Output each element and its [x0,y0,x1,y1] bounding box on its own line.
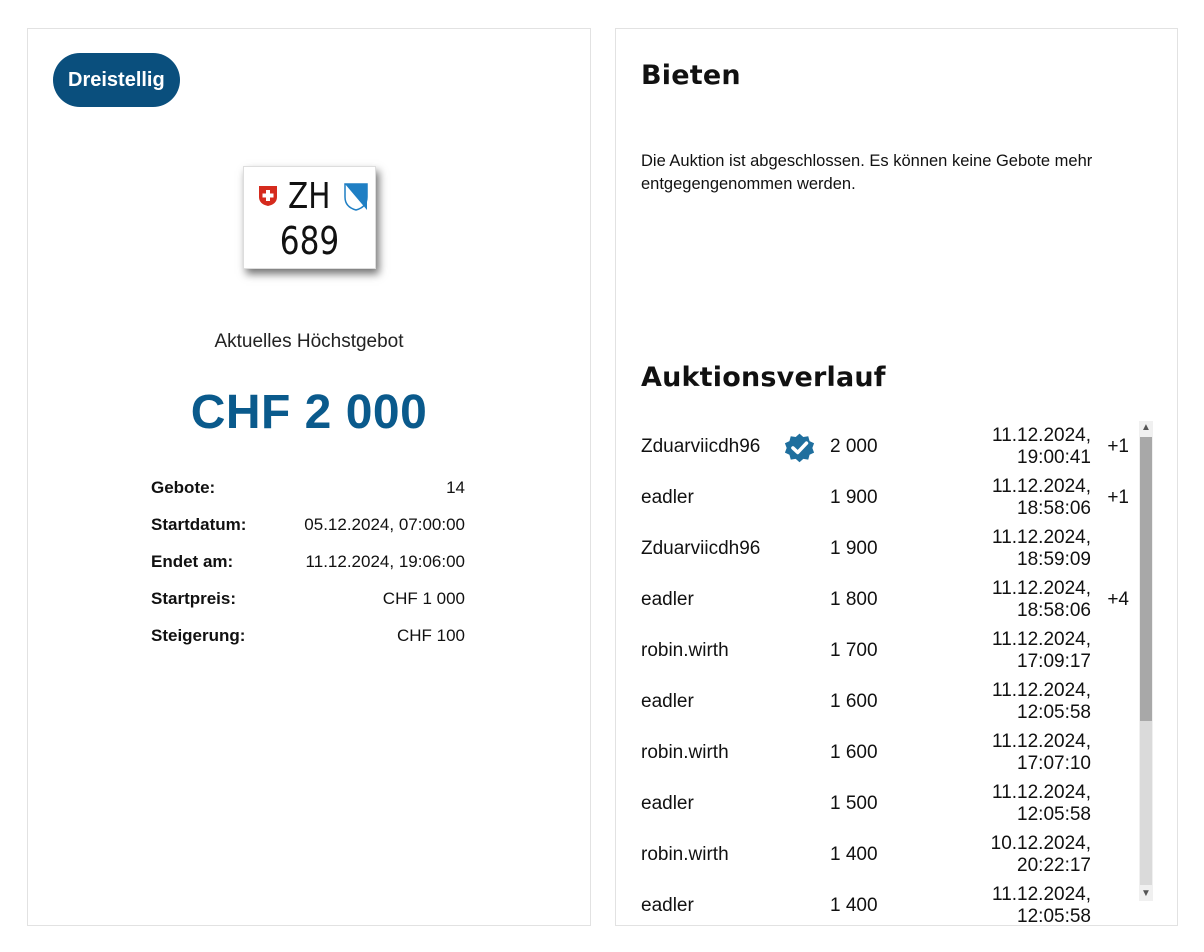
scroll-down-icon[interactable]: ▼ [1141,888,1151,899]
history-row [641,523,1135,574]
bid-time: 19:00:41 [1017,447,1091,468]
history-row [641,574,1135,625]
extra-bids-count[interactable]: +4 [1107,589,1129,610]
bid-date: 11.12.2024, [992,731,1091,752]
bidder-name: eadler [641,691,694,712]
info-row-start-date [151,513,465,550]
plate-top-row [244,175,375,219]
bidder-name: robin.wirth [641,640,729,661]
bid-amount: 1 500 [830,793,878,814]
bid-amount: 1 900 [830,538,878,559]
info-value: CHF 1 000 [382,589,465,608]
bid-date: 11.12.2024, [992,578,1091,599]
bid-timestamp [992,731,1091,775]
bid-time: 17:09:17 [1017,651,1091,672]
bid-time: 12:05:58 [1017,804,1091,825]
bidder-name: eadler [641,589,694,610]
bid-timestamp [992,527,1091,571]
scroll-up-icon[interactable]: ▲ [1141,422,1151,433]
bid-time: 12:05:58 [1017,702,1091,723]
history-row [641,676,1135,727]
plate-number: 689 [279,219,340,263]
bid-time: 18:58:06 [1017,600,1091,621]
history-row [641,625,1135,676]
verified-badge-icon [782,430,817,465]
bid-timestamp [992,884,1091,928]
bidder-name: Zduarviicdh96 [641,538,761,559]
bid-date: 11.12.2024, [992,680,1091,701]
bid-date: 11.12.2024, [992,782,1091,803]
scrollbar-track[interactable] [1140,721,1152,885]
history-row [641,421,1135,472]
history-row [641,829,1135,880]
info-row-bids [151,476,465,513]
current-bid-label: Aktuelles Höchstgebot [214,331,404,352]
history-list [641,421,1135,927]
bid-amount: 1 700 [830,640,878,661]
bid-date: 11.12.2024, [992,476,1091,497]
info-value: CHF 100 [396,626,465,645]
category-badge[interactable]: Dreistellig [53,53,180,107]
bid-time: 20:22:17 [1017,855,1091,876]
bid-date: 10.12.2024, [990,833,1091,854]
info-value: 11.12.2024, 19:06:00 [305,552,465,571]
info-label: Startpreis: [151,589,237,608]
current-bid-amount: CHF 2 000 [190,386,428,439]
bid-time: 12:05:58 [1017,906,1091,927]
bid-time: 18:58:06 [1017,498,1091,519]
history-row [641,472,1135,523]
info-label: Steigerung: [151,626,246,645]
auction-closed-message: Die Auktion ist abgeschlossen. Es können keine Gebote mehr entgegengenommen werden. [641,152,1093,193]
bid-timestamp [992,476,1091,520]
extra-bids-count[interactable]: +1 [1107,436,1129,457]
bidder-name: eadler [641,487,694,508]
info-row-start-price [151,587,465,624]
bid-amount: 1 600 [830,691,878,712]
bid-time: 18:59:09 [1017,549,1091,570]
bid-timestamp [992,578,1091,622]
auction-info-table [151,476,465,661]
info-value: 14 [446,478,465,497]
scrollbar-thumb[interactable] [1140,437,1152,721]
history-row [641,727,1135,778]
bidder-name: eadler [641,793,694,814]
bid-amount: 1 400 [830,844,878,865]
history-row [641,778,1135,829]
bid-timestamp [992,629,1091,673]
history-scrollbar[interactable] [1139,421,1153,901]
bid-amount: 1 400 [830,895,878,916]
plate-canton-code: ZH [288,176,331,217]
license-plate-image [243,166,376,269]
bid-date: 11.12.2024, [992,425,1091,446]
bid-date: 11.12.2024, [992,629,1091,650]
info-row-increment [151,624,465,661]
info-label: Endet am: [151,552,234,571]
bid-date: 11.12.2024, [992,884,1091,905]
bid-timestamp [992,425,1091,469]
bid-timestamp [992,680,1091,724]
extra-bids-count[interactable]: +1 [1107,487,1129,508]
info-row-end-date [151,550,465,587]
bid-date: 11.12.2024, [992,527,1091,548]
zurich-shield-icon [344,183,368,211]
info-value: 05.12.2024, 07:00:00 [304,515,465,534]
bidder-name: Zduarviicdh96 [641,436,761,457]
history-row [641,880,1135,931]
bidder-name: eadler [641,895,694,916]
bid-amount: 1 600 [830,742,878,763]
bid-time: 17:07:10 [1017,753,1091,774]
bid-timestamp [991,833,1091,877]
bid-amount: 2 000 [830,436,878,457]
history-title: Auktionsverlauf [641,362,886,393]
bid-amount: 1 900 [830,487,878,508]
bidder-name: robin.wirth [641,742,729,763]
auction-history[interactable] [641,421,1153,927]
bid-timestamp [992,782,1091,826]
info-label: Startdatum: [151,515,247,534]
bid-section-title: Bieten [641,60,741,91]
plate-detail-panel [27,28,591,926]
bidder-name: robin.wirth [641,844,729,865]
bidding-panel [615,28,1178,926]
bid-amount: 1 800 [830,589,878,610]
swiss-flag-icon [258,185,278,207]
info-label: Gebote: [151,478,216,497]
